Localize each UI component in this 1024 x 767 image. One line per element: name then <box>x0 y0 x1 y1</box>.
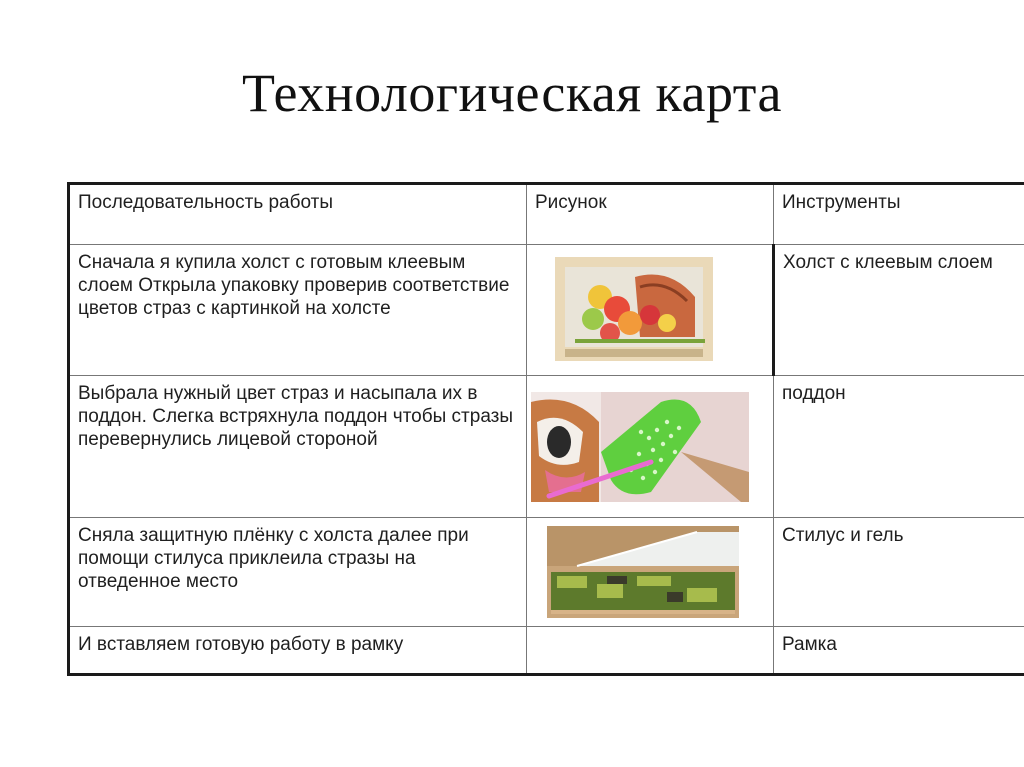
picture-cell <box>527 245 774 376</box>
technology-card-table <box>67 182 1024 676</box>
table-row <box>69 517 1024 626</box>
header-sequence: Последовательность работы <box>69 184 527 245</box>
picture-cell-empty <box>527 626 774 674</box>
header-tools: Инструменты <box>774 184 1024 245</box>
step-cell: И вставляем готовую работу в рамку <box>69 626 527 674</box>
step-cell: Сначала я купила холст с готовым клеевым слоем Открыла упаковку проверив соответствие цветов страз с картинкой на холсте <box>69 245 527 376</box>
tools-cell: Рамка <box>774 626 1024 674</box>
slide-title: Технологическая карта <box>242 63 782 123</box>
picture-cell <box>527 376 774 518</box>
step-cell: Выбрала нужный цвет страз и насыпала их в поддон. Слегка встряхнула поддон чтобы стразы перевернулись лицевой стороной <box>69 376 527 518</box>
tools-cell: Холст с клеевым слоем <box>774 245 1024 376</box>
table-row <box>69 376 1024 518</box>
tools-cell: Стилус и гель <box>774 517 1024 626</box>
canvas-fruit-basket-photo <box>555 257 713 361</box>
tools-cell: поддон <box>774 376 1024 518</box>
step-cell: Сняла защитную плёнку с холста далее при помощи стилуса приклеила стразы на отведенное место <box>69 517 527 626</box>
table-row <box>69 626 1024 674</box>
header-picture: Рисунок <box>527 184 774 245</box>
peeling-film-canvas-photo <box>547 526 739 618</box>
table-header-row <box>69 184 1024 245</box>
picture-cell <box>527 517 774 626</box>
table-row <box>69 245 1024 376</box>
green-tray-rhinestones-photo <box>531 392 749 502</box>
